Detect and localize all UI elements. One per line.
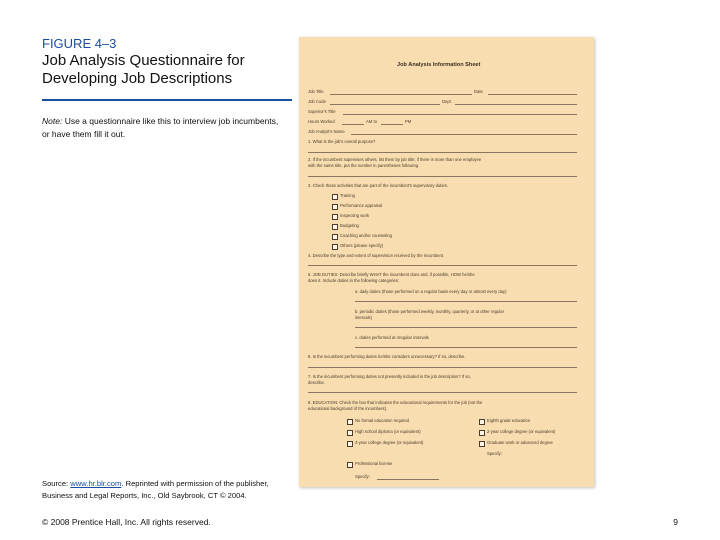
answer-line[interactable] xyxy=(308,152,577,153)
note-text: Use a questionnaire like this to interview job incumbents, or have them fill it out. xyxy=(42,116,279,139)
specify-line[interactable] xyxy=(377,479,439,480)
checkbox-inspecting-work[interactable] xyxy=(332,214,338,220)
dept-line[interactable] xyxy=(455,104,577,105)
checkbox-no-formal-education[interactable] xyxy=(347,419,353,425)
specify-label-right: Specify: xyxy=(487,451,502,456)
question-5-cont: does it. Include duties in the following categories: xyxy=(308,278,400,283)
question-8-cont: educational background of the incumbent). xyxy=(308,406,388,411)
copyright: © 2008 Prentice Hall, Inc. All rights reserved. xyxy=(42,517,211,527)
answer-line[interactable] xyxy=(308,265,577,266)
checkbox-eighth-grade[interactable] xyxy=(479,419,485,425)
education-four-year-college: 4-year college degree (or equivalent) xyxy=(355,440,424,445)
answer-line[interactable] xyxy=(355,327,577,328)
education-graduate-work: Graduate work or advanced degree xyxy=(487,440,553,445)
activity-performance-appraisal: Performance appraisal xyxy=(340,203,383,208)
hours-worked-label: Hours Worked xyxy=(308,119,335,124)
job-title-line[interactable] xyxy=(330,94,472,95)
education-professional-license: Professional license xyxy=(355,461,393,466)
slide-title: Job Analysis Questionnaire for Developing Job Descriptions xyxy=(42,52,245,87)
activity-coaching: Coaching and/or counseling xyxy=(340,233,392,238)
question-4: 4. Describe the type and extent of supervision received by the incumbent. xyxy=(308,253,445,258)
education-eighth-grade: Eighth grade education xyxy=(487,418,531,423)
specify-label: Specify: xyxy=(355,474,370,479)
answer-line[interactable] xyxy=(308,367,577,368)
am-to-label: AM to xyxy=(366,119,377,124)
source-prefix: Source: xyxy=(42,479,69,488)
checkbox-performance-appraisal[interactable] xyxy=(332,204,338,210)
checkbox-high-school[interactable] xyxy=(347,430,353,436)
question-7: 7. Is the incumbent performing duties not presently included in the job description? If so, xyxy=(308,374,471,379)
hours-end-line[interactable] xyxy=(381,124,403,125)
activity-inspecting-work: Inspecting work xyxy=(340,213,370,218)
analyst-name-line[interactable] xyxy=(351,134,577,135)
question-2: 2. If the incumbent supervises others, list them by job title; if there is more than one employee xyxy=(308,157,482,162)
date-label: Date xyxy=(474,89,483,94)
superiors-title-label: Superior's Title xyxy=(308,109,336,114)
source-text: . Reprinted with permission of the publisher, Business and Legal Reports, Inc., Old Saybrook, CT © 2004. xyxy=(42,479,269,500)
duty-irregular: c. duties performed at irregular intervals xyxy=(355,335,429,340)
figure-label: FIGURE 4–3 xyxy=(42,36,117,51)
checkbox-two-year-college[interactable] xyxy=(479,430,485,436)
answer-line[interactable] xyxy=(308,392,577,393)
education-no-formal: No formal education required xyxy=(355,418,410,423)
checkbox-coaching[interactable] xyxy=(332,234,338,240)
activity-others: Others (please specify) xyxy=(340,243,384,248)
education-high-school: High school diploma (or equivalent) xyxy=(355,429,421,434)
duty-periodic: b. periodic duties (those performed weekly, monthly, quarterly, or at other regular xyxy=(355,309,504,314)
superiors-title-line[interactable] xyxy=(343,114,577,115)
answer-line[interactable] xyxy=(355,301,577,302)
question-7-cont: describe. xyxy=(308,380,325,385)
pm-label: PM xyxy=(405,119,412,124)
title-underline xyxy=(42,99,292,101)
checkbox-training[interactable] xyxy=(332,194,338,200)
source-citation xyxy=(42,478,292,502)
question-8: 8. EDUCATION: Check the box that indicates the educational requirements for the job (not the xyxy=(308,400,483,405)
date-line[interactable] xyxy=(488,94,577,95)
job-analysis-sheet xyxy=(299,37,594,487)
hours-start-line[interactable] xyxy=(342,124,364,125)
answer-line[interactable] xyxy=(355,347,577,348)
question-3: 3. Check those activities that are part of the incumbent's supervisory duties. xyxy=(308,183,448,188)
answer-line[interactable] xyxy=(308,176,577,177)
note xyxy=(42,115,287,141)
checkbox-graduate-work[interactable] xyxy=(479,441,485,447)
question-6: 6. Is the incumbent performing duties he/she considers unnecessary? If so, describe. xyxy=(308,354,466,359)
question-1: 1. What is the job's overall purpose? xyxy=(308,139,376,144)
page-number: 9 xyxy=(673,517,678,527)
duty-periodic-cont: intervals) xyxy=(355,315,372,320)
question-5: 5. JOB DUTIES: Describe briefly WHAT the incumbent does and, if possible, HOW he/she xyxy=(308,272,475,277)
question-2-cont: with the same title, put the number in parentheses following. xyxy=(308,163,420,168)
activity-budgeting: Budgeting xyxy=(340,223,359,228)
job-title-label: Job Title xyxy=(308,89,324,94)
source-link[interactable]: www.hr.blr.com xyxy=(70,479,122,488)
job-code-line[interactable] xyxy=(330,104,440,105)
job-code-label: Job Code xyxy=(308,99,326,104)
dept-label: Dept xyxy=(442,99,451,104)
checkbox-professional-license[interactable] xyxy=(347,462,353,468)
sheet-title: Job Analysis Information Sheet xyxy=(397,62,481,68)
checkbox-four-year-college[interactable] xyxy=(347,441,353,447)
education-two-year-college: 2-year college degree (or equivalent) xyxy=(487,429,556,434)
activity-training: Training xyxy=(340,193,355,198)
checkbox-budgeting[interactable] xyxy=(332,224,338,230)
analyst-name-label: Job Analyst's Name xyxy=(308,129,345,134)
checkbox-others[interactable] xyxy=(332,244,338,250)
duty-daily: a. daily duties (those performed on a regular basis every day or almost every day) xyxy=(355,289,507,294)
note-prefix: Note: xyxy=(42,116,63,126)
